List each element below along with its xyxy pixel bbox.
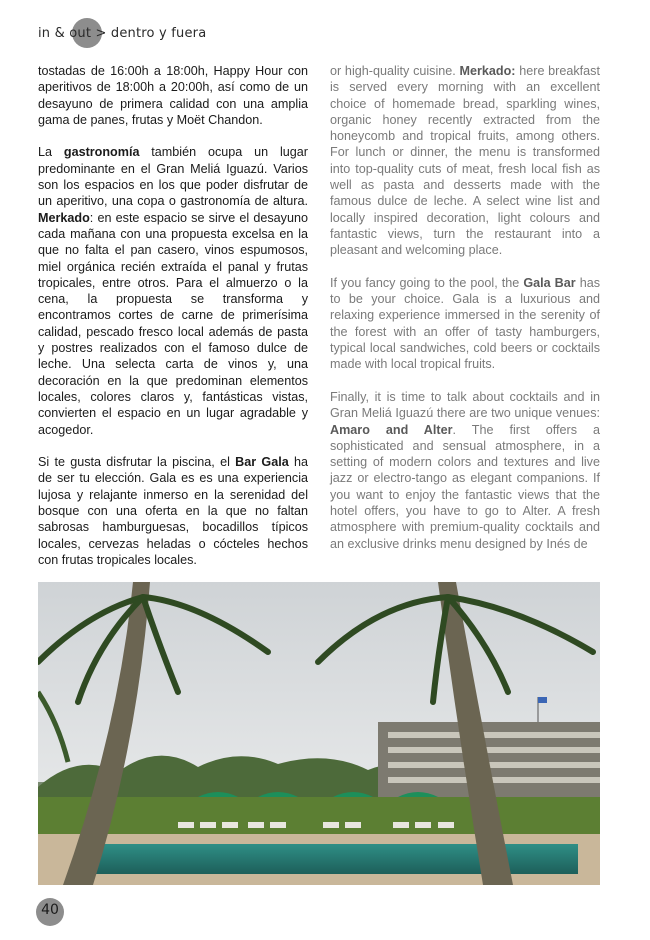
paragraph: or high-quality cuisine. Merkado: here breakfast is served every morning with an excellent choice of homemade bread, sparkling wines, organic honey recently extracted from the honeycomb and tropical fruits, among others. For lunch or dinner, the menu is transformed into top-quality cuts of meat, fresh local fish as well as pasta and desserts made with the famous dulce de leche. A select wine list and locally inspired decoration, light colours and fantastic views, turn the restaurant into a pleasant and welcoming place. <box>330 64 600 258</box>
paragraph: La gastronomía también ocupa un lugar predominante en el Gran Meliá Iguazú. Varios son los espacios en los que poder disfrutar de un aperitivo, una copa o gastronomía de altura. Merkado: en este espacio se sirve el desayuno cada mañana con una propuesta excelsa en la que no falta el pan casero, vinos espumosos, miel orgánica recién extraída el panal y frutas tropicales, entre otros. Para el almuerzo o la cena, la propuesta se transforma y encontramos cortes de carne de primerísima calidad, pescado fresco local además de pasta y postres realizados con el famoso dulce de leche. Una selecta carta de vinos y, una decoración en la que predominan elementos locales, colores claros y, fantásticas vistas, convierten el espacio en un lugar agradable y acogedor. <box>38 145 309 437</box>
page-number: 40 <box>41 902 59 918</box>
page-number-badge <box>36 898 64 926</box>
english-column <box>330 63 600 568</box>
paragraph: Finally, it is time to talk about cocktails and in Gran Meliá Iguazú there are two unique venues: Amaro and Alter. The first offers a sophisticated and sensual atmosphere, in a setting of modern colors and textures and live jazz or electro-tango as elegant companions. If you want to enjoy the fantastic views that the hotel offers, you have to go to Alter. A fresh atmosphere with premium-quality cocktails and an exclusive drinks menu designed by Inés de <box>330 389 600 551</box>
paragraph: Si te gusta disfrutar la piscina, el Bar Gala ha de ser tu elección. Gala es es una experiencia lujosa y relajante inmerso en la serenidad del bosque con una oferta en la que no faltan sabrosas hamburguesas, bocadillos típicos locales, cervezas heladas o cócteles hechos con frutas tropicales locales. <box>38 455 308 567</box>
paragraph: If you fancy going to the pool, the Gala Bar has to be your choice. Gala is a luxurious and relaxing experience immersed in the serenity of the forest with an offer of tasty hamburgers, typical local sandwiches, cold beers or cocktails made with local tropical fruits. <box>330 275 600 372</box>
spanish-column <box>38 63 308 585</box>
hotel-pool-photo <box>38 582 600 885</box>
section-title: in & out > dentro y fuera <box>38 25 207 41</box>
photo-illustration <box>38 582 600 885</box>
paragraph: tostadas de 16:00h a 18:00h, Happy Hour con aperitivos de 18:00h a 20:00h, así como de un desayuno de primera calidad con una amplia gama de panes, frutas y Moët Chandon. <box>38 64 308 127</box>
section-header <box>38 18 206 48</box>
